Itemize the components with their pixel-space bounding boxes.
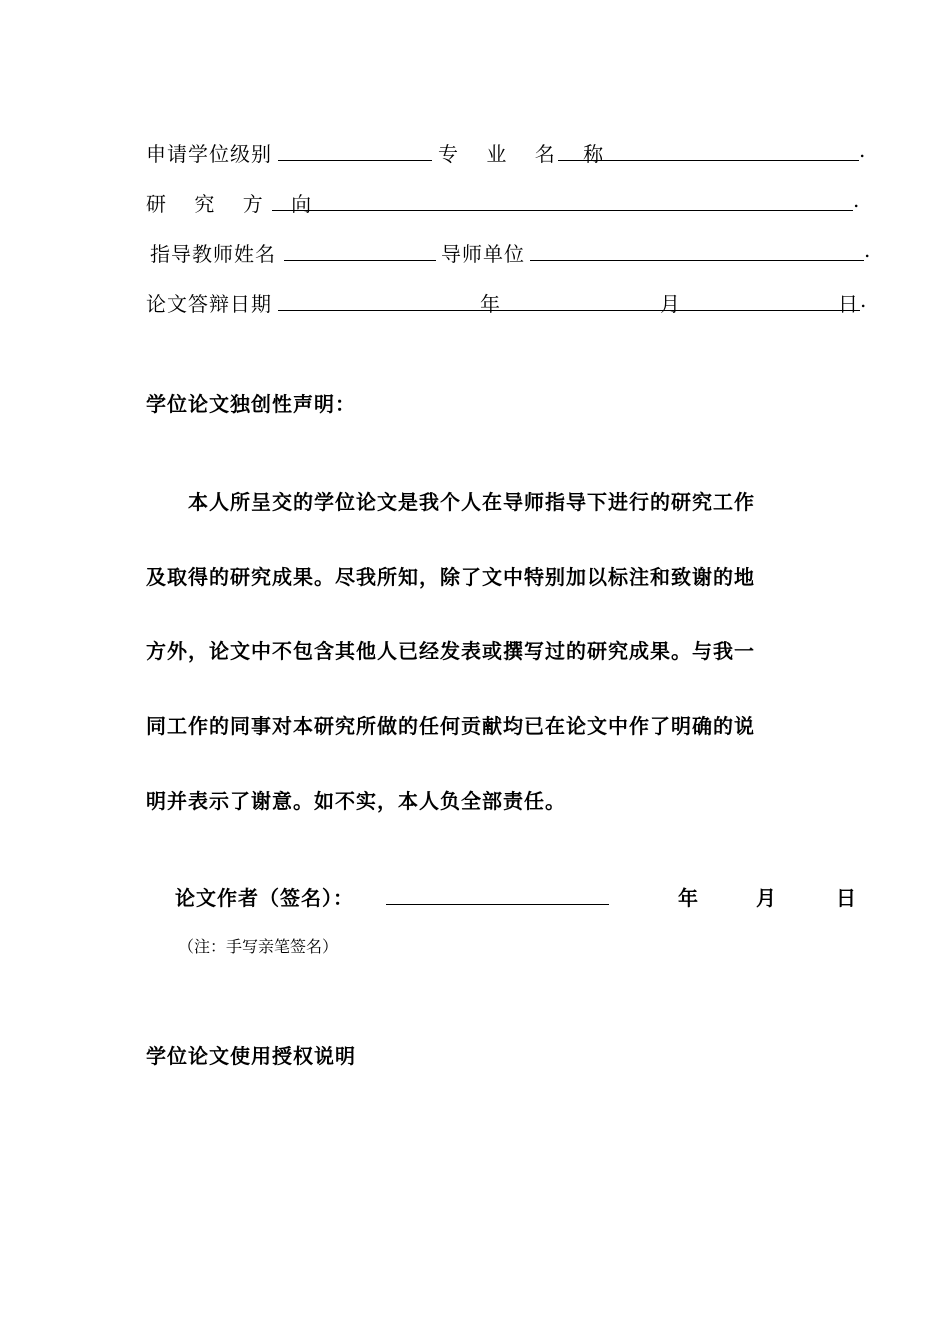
originality-line-5: 明并表示了谢意。如不实，本人负全部责任。 xyxy=(146,789,566,813)
row3-period: . xyxy=(864,238,872,262)
author-signature-label: 论文作者（签名）： xyxy=(175,886,354,910)
advisor-name-label: 指导教师姓名 xyxy=(150,242,276,266)
originality-line-3: 方外，论文中不包含其他人已经发表或撰写过的研究成果。与我一 xyxy=(146,639,755,663)
signature-month-label: 月 xyxy=(756,886,777,910)
advisor-unit-label: 导师单位 xyxy=(441,242,525,266)
defense-year-label: 年 xyxy=(480,292,501,316)
authorization-heading: 学位论文使用授权说明 xyxy=(146,1044,356,1068)
degree-level-label: 申请学位级别 xyxy=(146,142,272,166)
defense-month-label: 月 xyxy=(660,292,681,316)
defense-day-label: 日 xyxy=(838,292,859,316)
signature-note: （注：手写亲笔签名） xyxy=(178,937,339,956)
advisor-unit-field[interactable] xyxy=(530,260,864,261)
degree-level-field[interactable] xyxy=(278,160,432,161)
signature-day-label: 日 xyxy=(836,886,857,910)
row2-period: . xyxy=(853,188,861,212)
originality-heading: 学位论文独创性声明： xyxy=(146,392,356,416)
row1-period: . xyxy=(859,138,867,162)
defense-date-label: 论文答辩日期 xyxy=(146,292,272,316)
originality-line-2: 及取得的研究成果。尽我所知，除了文中特别加以标注和致谢的地 xyxy=(146,565,755,589)
signature-year-label: 年 xyxy=(678,886,699,910)
author-signature-field[interactable] xyxy=(386,904,609,905)
research-direction-field[interactable] xyxy=(272,210,853,211)
research-direction-label: 研 究 方 向 xyxy=(146,192,323,216)
originality-line-4: 同工作的同事对本研究所做的任何贡献均已在论文中作了明确的说 xyxy=(146,714,755,738)
defense-date-field[interactable] xyxy=(278,310,860,311)
row4-period: . xyxy=(860,288,868,312)
major-name-label: 专 业 名 称 xyxy=(438,142,615,166)
major-name-field[interactable] xyxy=(558,160,859,161)
originality-line-1: 本人所呈交的学位论文是我个人在导师指导下进行的研究工作 xyxy=(188,490,755,514)
advisor-name-field[interactable] xyxy=(284,260,436,261)
